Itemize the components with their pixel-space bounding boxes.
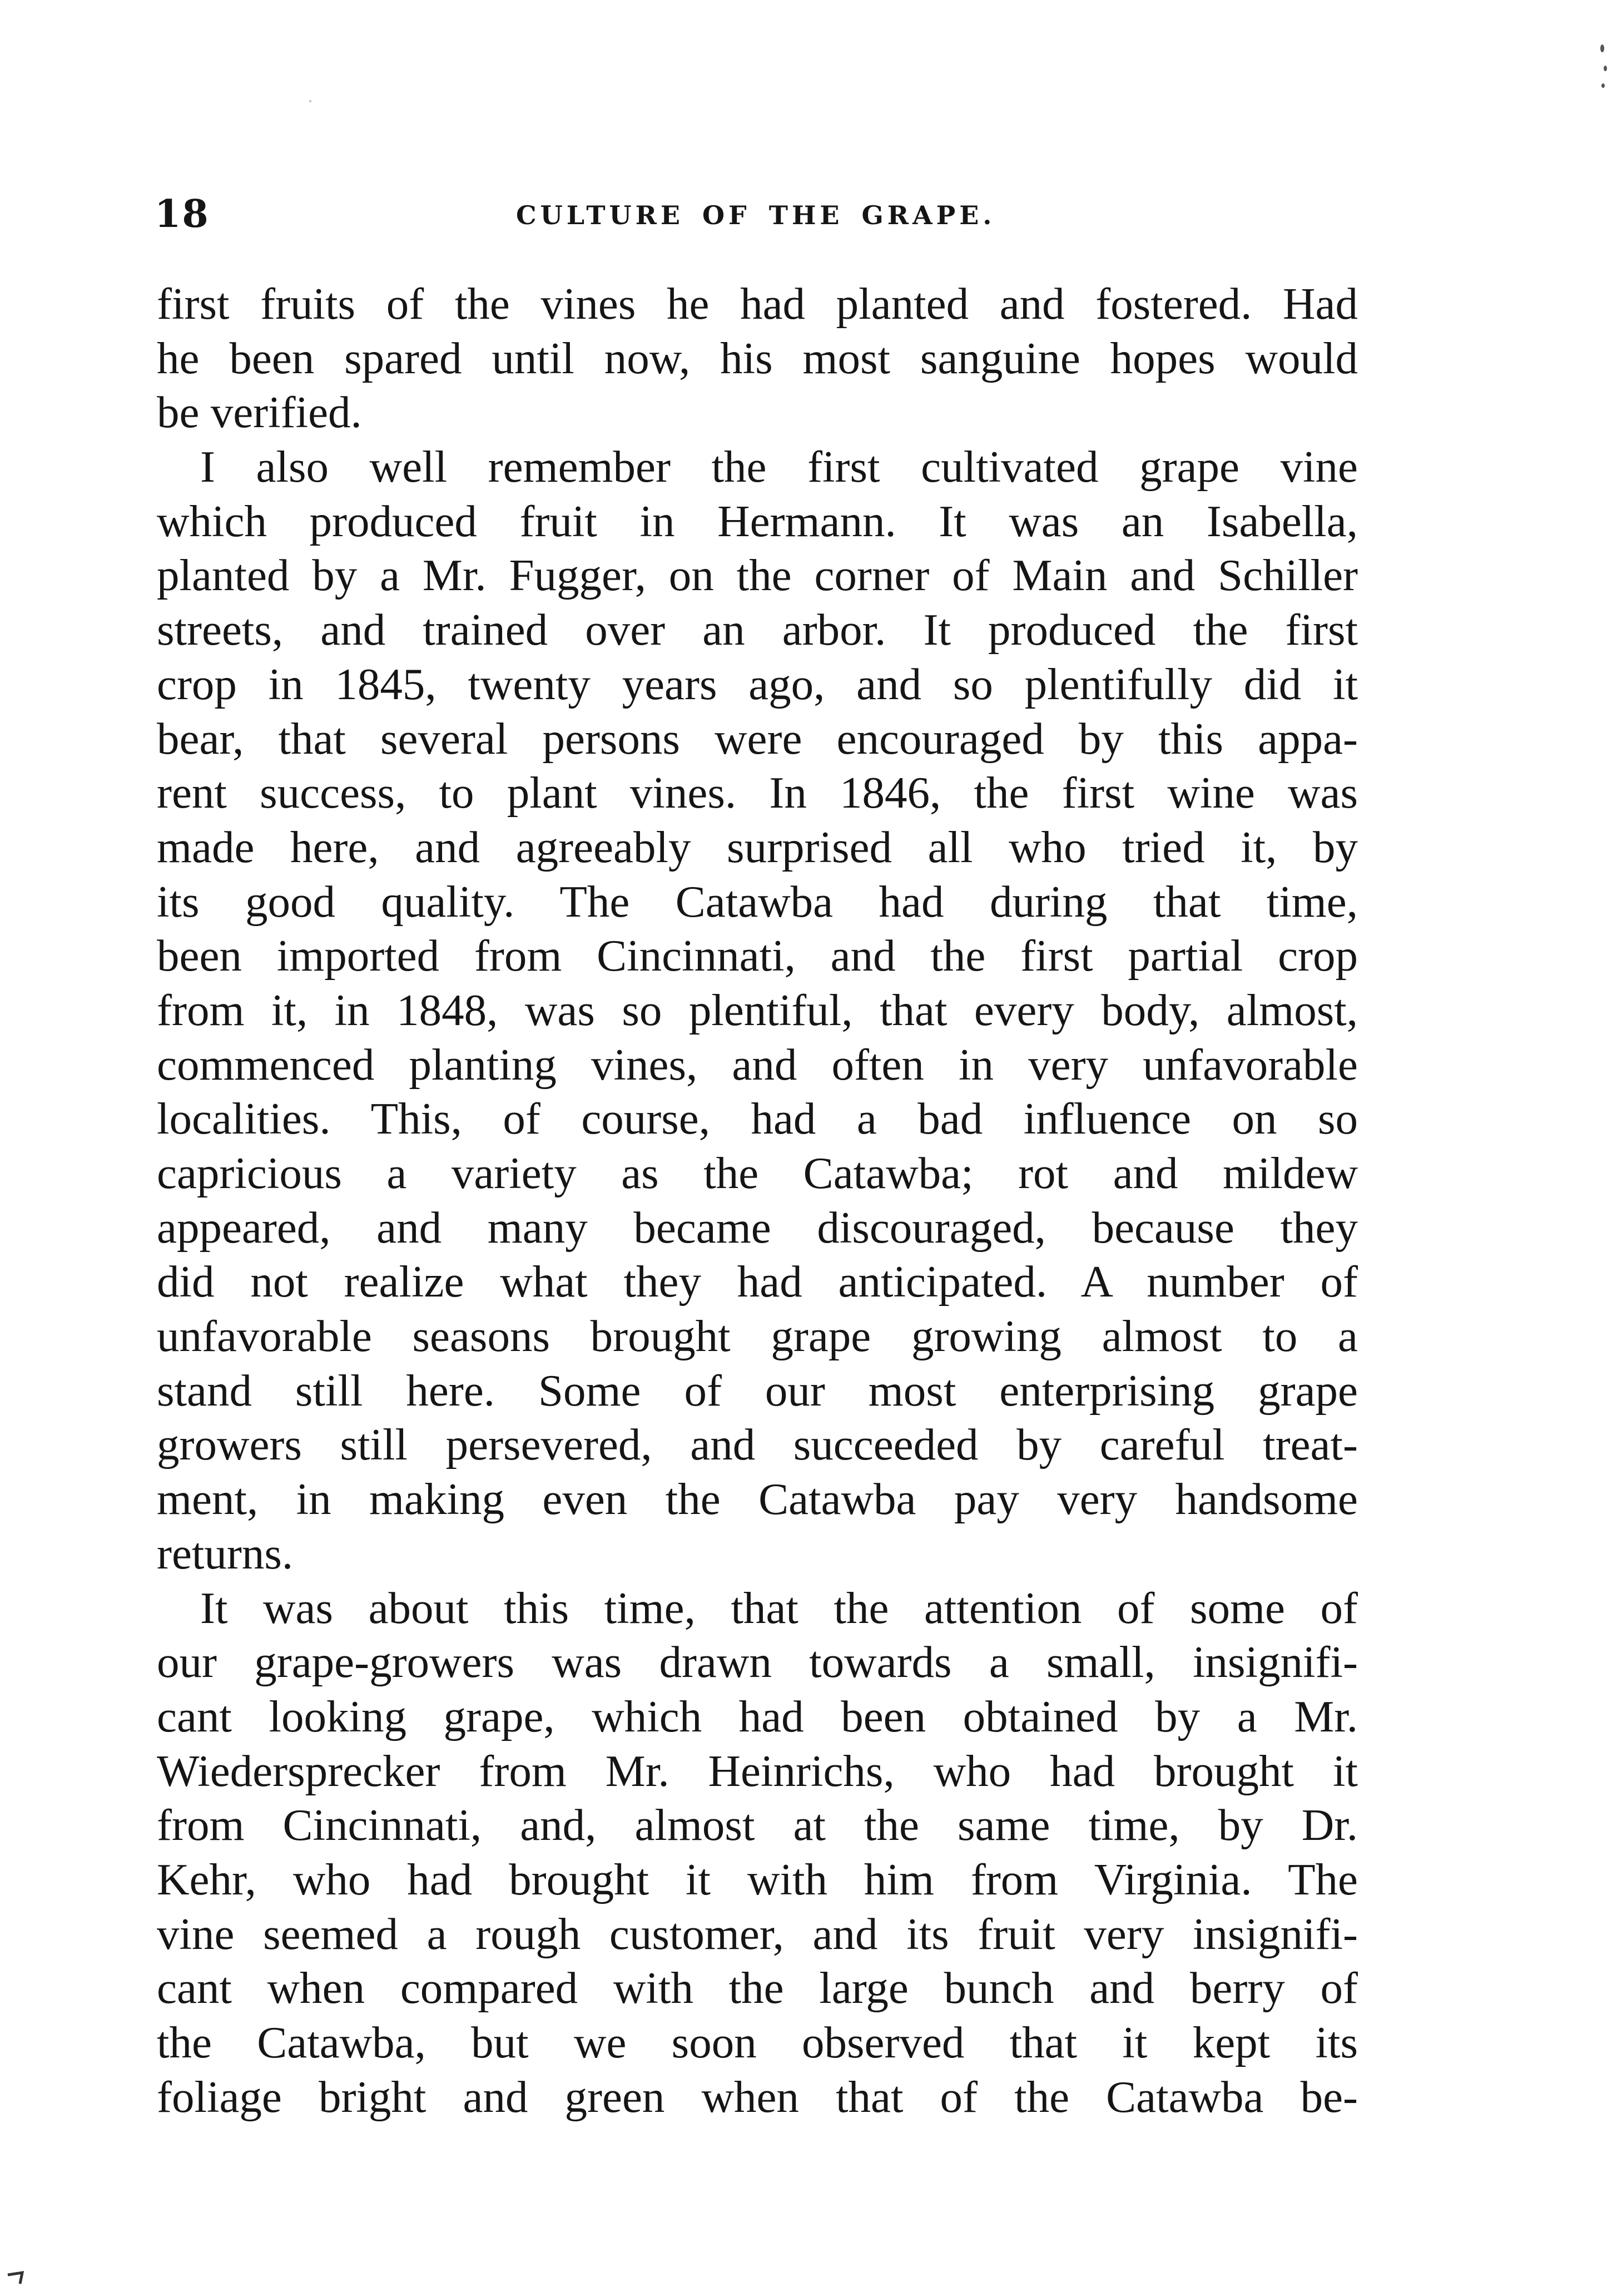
text-line: our grape-growers was drawn towards a small, insignifi- <box>157 1637 1358 1688</box>
scan-speck <box>1604 66 1607 71</box>
text-line: from Cincinnati, and, almost at the same time, by Dr. <box>157 1800 1358 1850</box>
running-head: CULTURE OF THE GRAPE. <box>516 200 996 230</box>
text-line: foliage bright and green when that of the Catawba be- <box>157 2071 1358 2122</box>
text-line: appeared, and many became discouraged, because they <box>157 1202 1358 1253</box>
text-line: its good quality. The Catawba had during that time, <box>157 876 1358 927</box>
text-line: streets, and trained over an arbor. It produced the first <box>157 605 1358 655</box>
text-line: did not realize what they had anticipated. A number of <box>157 1256 1358 1307</box>
text-line: unfavorable seasons brought grape growing almost to a <box>157 1311 1358 1362</box>
text-line: It was about this time, that the attention of some of <box>200 1582 1358 1633</box>
scan-speck <box>1601 83 1605 88</box>
page-number: 18 <box>155 192 210 236</box>
text-line: vine seemed a rough customer, and its fruit very insignifi- <box>157 1908 1358 1959</box>
text-line: made here, and agreeably surprised all who tried it, by <box>157 822 1358 872</box>
text-line: ment, in making even the Catawba pay very handsome <box>157 1474 1358 1525</box>
text-line: from it, in 1848, was so plentiful, that every body, almost, <box>157 984 1358 1035</box>
text-line: Kehr, who had brought it with him from Virginia. The <box>157 1854 1358 1904</box>
text-line: which produced fruit in Hermann. It was an Isabella, <box>157 496 1358 546</box>
corner-mark-icon <box>6 2268 28 2290</box>
text-line: the Catawba, but we soon observed that it kept its <box>157 2017 1358 2067</box>
text-line: he been spared until now, his most sanguine hopes would <box>157 333 1358 383</box>
text-line: I also well remember the first cultivated grape vine <box>200 442 1358 492</box>
text-line: cant when compared with the large bunch and berry of <box>157 1963 1358 2013</box>
text-line: returns. <box>157 1528 294 1578</box>
text-line: growers still persevered, and succeeded by careful treat- <box>157 1419 1358 1470</box>
text-line: cant looking grape, which had been obtained by a Mr. <box>157 1691 1358 1741</box>
text-line: localities. This, of course, had a bad influence on so <box>157 1093 1358 1144</box>
text-line: commenced planting vines, and often in very unfavorable <box>157 1039 1358 1090</box>
body-text <box>157 277 1358 2124</box>
text-line: Wiedersprecker from Mr. Heinrichs, who had brought it <box>157 1745 1358 1796</box>
scan-speck <box>1600 44 1604 52</box>
text-line: first fruits of the vines he had planted and fostered. Had <box>157 279 1358 329</box>
text-line: stand still here. Some of our most enterprising grape <box>157 1365 1358 1416</box>
scan-speck <box>309 100 311 102</box>
text-line: planted by a Mr. Fugger, on the corner of Main and Schiller <box>157 550 1358 601</box>
page-header <box>155 189 1361 239</box>
text-line: be verified. <box>157 387 362 438</box>
text-line: capricious a variety as the Catawba; rot and mildew <box>157 1148 1358 1198</box>
text-line: bear, that several persons were encouraged by this appa- <box>157 713 1358 764</box>
text-line: rent success, to plant vines. In 1846, the first wine was <box>157 768 1358 818</box>
text-line: been imported from Cincinnati, and the first partial crop <box>157 931 1358 981</box>
text-line: crop in 1845, twenty years ago, and so plentifully did it <box>157 659 1358 709</box>
